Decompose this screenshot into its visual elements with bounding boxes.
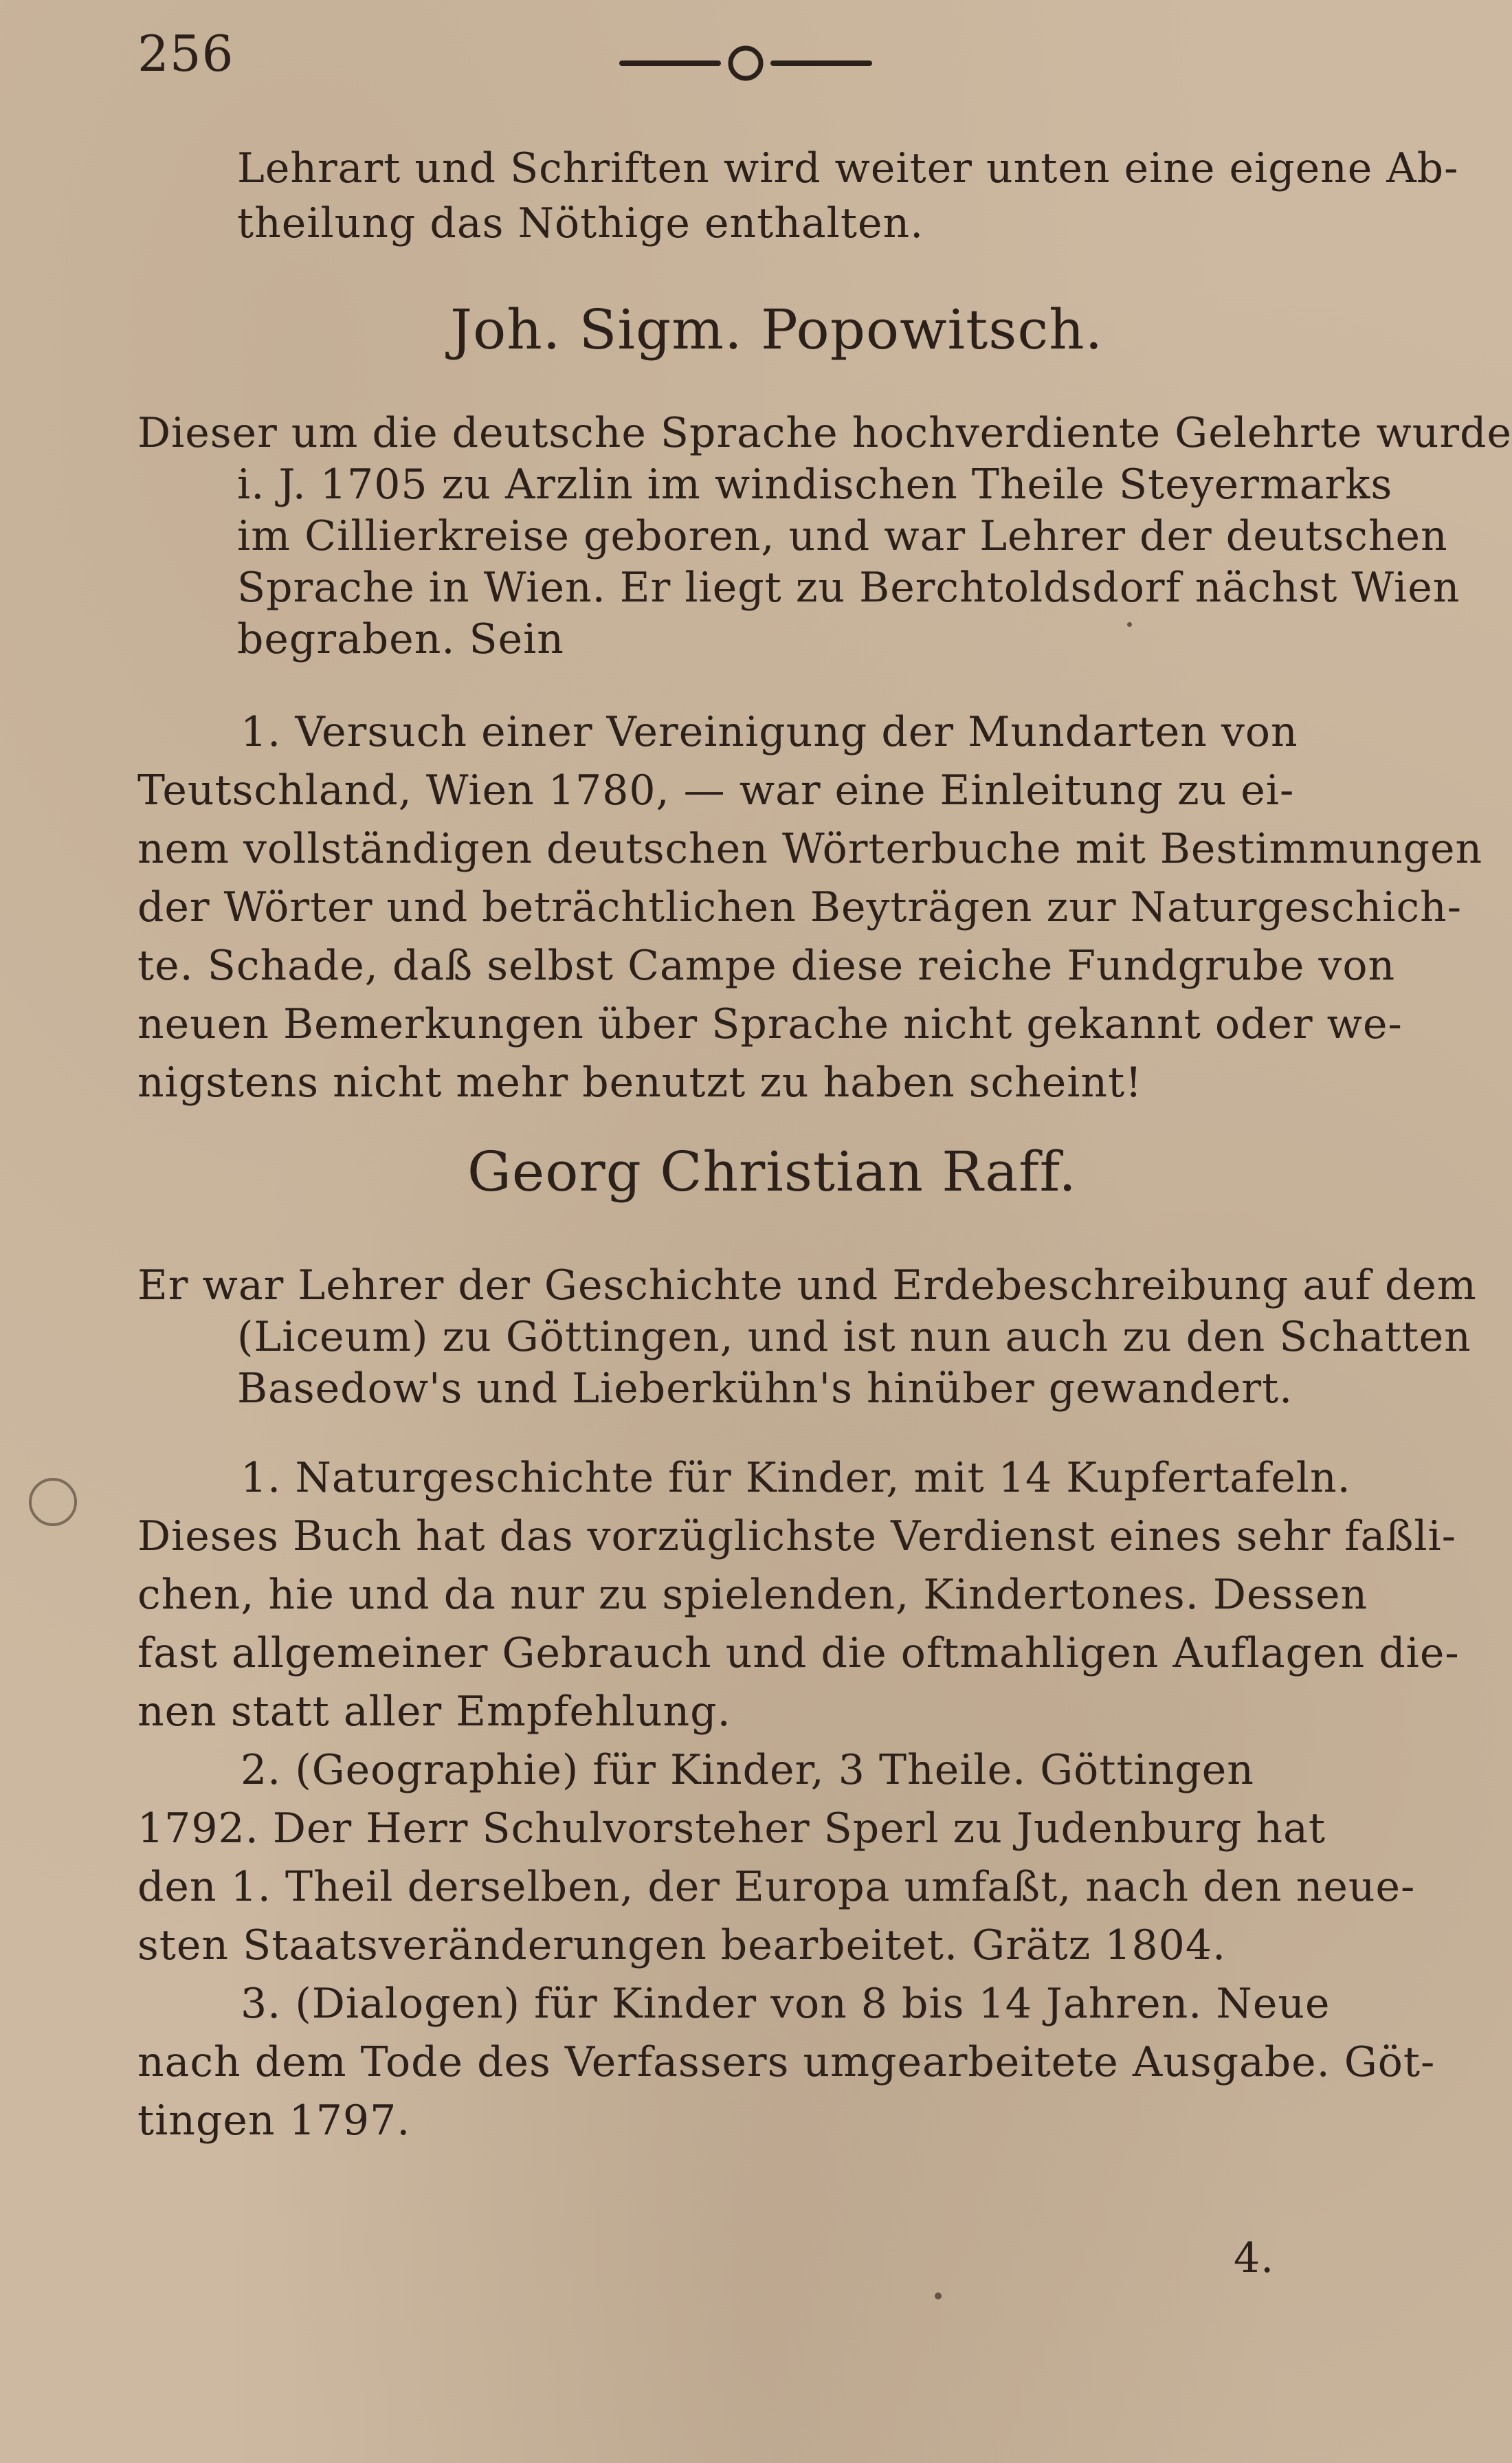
catchword: 4. [1234,2234,1275,2282]
text-line: nen statt aller Empfehlung. [137,1688,731,1736]
text-line: fast allgemeiner Gebrauch und die oftmahligen Auflagen die- [137,1629,1460,1677]
text-line: 3. (Dialogen) für Kinder von 8 bis 14 Jahren. Neue [241,1980,1331,2028]
text-line: theilung das Nöthige enthalten. [237,199,924,247]
text-line: (Liceum) zu Göttingen, und ist nun auch zu den Schatten [237,1313,1471,1361]
text-line: nach dem Tode des Verfassers umgearbeitete Ausgabe. Göt- [137,2038,1436,2086]
text-line: 1792. Der Herr Schulvorsteher Sperl zu Judenburg hat [137,1804,1326,1853]
entry-heading: Joh. Sigm. Popowitsch. [450,298,1104,362]
text-line: im Cillierkreise geboren, und war Lehrer der deutschen [237,512,1448,560]
text-line: neuen Bemerkungen über Sprache nicht gekannt oder we- [137,1000,1403,1048]
text-line: nigstens nicht mehr benutzt zu haben scheint! [137,1059,1143,1107]
entry-heading: Georg Christian Raff. [467,1140,1077,1204]
text-line: Er war Lehrer der Geschichte und Erdebeschreibung auf dem [137,1261,1477,1310]
text-line: begraben. Sein [237,615,564,663]
text-line: te. Schade, daß selbst Campe diese reiche Fundgrube von [137,942,1396,990]
paper-stain-mark [29,1478,77,1526]
paper-speck [1127,622,1132,627]
text-line: Basedow's und Lieberkühn's hinüber gewandert. [237,1365,1293,1413]
text-line: 2. (Geographie) für Kinder, 3 Theile. Göttingen [241,1746,1254,1794]
ornament-rule [622,43,876,84]
paper-speck [935,2293,942,2299]
text-line: 1. Versuch einer Vereinigung der Mundarten von [241,708,1298,756]
text-line: sten Staatsveränderungen bearbeitet. Grätz 1804. [137,1921,1227,1969]
text-line: der Wörter und beträchtlichen Beyträgen zur Naturgeschich- [137,883,1462,931]
text-line: Sprache in Wien. Er liegt zu Berchtoldsdorf nächst Wien [237,564,1460,612]
text-line: Dieser um die deutsche Sprache hochverdiente Gelehrte wurde [137,409,1512,457]
text-line: chen, hie und da nur zu spielenden, Kindertones. Dessen [137,1571,1368,1619]
text-line: Teutschland, Wien 1780, — war eine Einleitung zu ei- [137,766,1295,815]
text-line: i. J. 1705 zu Arzlin im windischen Theile Steyermarks [237,461,1393,509]
text-line: nem vollständigen deutschen Wörterbuche mit Bestimmungen [137,825,1483,873]
page-number: 256 [137,25,234,82]
text-line: Lehrart und Schriften wird weiter unten eine eigene Ab- [237,144,1459,192]
text-line: 1. Naturgeschichte für Kinder, mit 14 Kupfertafeln. [241,1454,1351,1502]
text-line: tingen 1797. [137,2097,411,2145]
text-line: den 1. Theil derselben, der Europa umfaßt, nach den neue- [137,1863,1416,1911]
text-line: Dieses Buch hat das vorzüglichste Verdienst eines sehr faßli- [137,1512,1456,1560]
